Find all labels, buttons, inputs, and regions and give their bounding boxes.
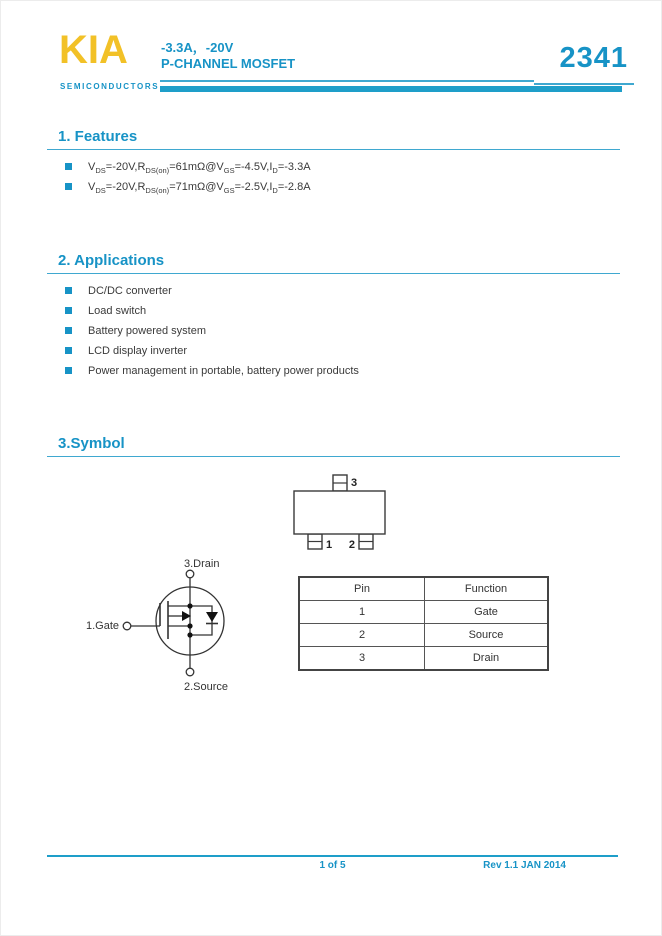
footer-rule <box>47 855 618 857</box>
applications-section <box>47 252 620 386</box>
table-row <box>299 647 548 671</box>
package-body <box>294 491 385 534</box>
header-title-block <box>161 40 295 72</box>
rating-title: -3.3A，-20V <box>161 40 234 55</box>
application-item <box>65 346 620 357</box>
gate-terminal <box>123 622 131 630</box>
package-pin2-label: 2 <box>348 539 355 551</box>
pin-table-cell: Source <box>425 624 549 647</box>
logo-subtitle: SEMICONDUCTORS <box>60 82 160 91</box>
pin-table-cell: 2 <box>299 624 425 647</box>
bullet-square-icon <box>65 307 72 314</box>
symbol-section <box>47 435 620 457</box>
mosfet-symbol-drawing <box>80 550 265 698</box>
application-item <box>65 326 620 337</box>
bullet-square-icon <box>65 347 72 354</box>
application-item <box>65 366 620 377</box>
drain-terminal-label: 3.Drain <box>184 558 220 570</box>
pin-table-cell: 1 <box>299 601 425 624</box>
application-text: DC/DC converter <box>88 285 172 297</box>
gate-terminal-label: 1.Gate <box>85 620 119 632</box>
page-number: 1 of 5 <box>319 860 346 871</box>
body-diode <box>206 612 218 622</box>
feature-item <box>65 161 620 176</box>
part-number: 2341 <box>559 42 628 74</box>
pin-table-header-cell: Function <box>425 577 549 601</box>
header-rule-thin-left <box>160 80 534 82</box>
applications-list <box>47 286 620 377</box>
feature-text: $V_{DS}=-20V,R_{DS(on)}=61m\Omega@V_{GS}=-4.5V,I_D=-3.3A$ <box>88 161 311 176</box>
pin-table-header-row <box>299 577 548 601</box>
application-text: Load switch <box>88 305 147 317</box>
bullet-square-icon <box>65 367 72 374</box>
drain-terminal <box>186 570 194 578</box>
symbol-heading: 3.Symbol <box>47 435 620 457</box>
feature-text: $V_{DS}=-20V,R_{DS(on)}=71m\Omega@V_{GS}=-2.5V,I_D=-2.8A$ <box>88 181 311 196</box>
bullet-square-icon <box>65 183 72 190</box>
application-item <box>65 306 620 317</box>
bullet-square-icon <box>65 163 72 170</box>
sot23-package-drawing <box>285 463 425 555</box>
package-pin3-label: 3 <box>351 477 358 489</box>
pin-function-table <box>298 576 549 671</box>
features-heading: 1. Features <box>47 128 620 150</box>
device-type-title: P-CHANNEL MOSFET <box>161 56 296 71</box>
application-text: Battery powered system <box>88 325 206 337</box>
bullet-square-icon <box>65 327 72 334</box>
header-rule-thick <box>160 86 622 92</box>
source-terminal <box>186 668 194 676</box>
application-text: Power management in portable, battery power products <box>88 365 359 377</box>
features-section <box>47 128 620 202</box>
applications-heading: 2. Applications <box>47 252 620 274</box>
kia-logo: KIA <box>59 28 128 72</box>
feature-item <box>65 181 620 196</box>
package-pin1-label: 1 <box>326 539 333 551</box>
revision-label: Rev 1.1 JAN 2014 <box>483 860 566 871</box>
pin-table-header-cell: Pin <box>299 577 425 601</box>
pin-table-cell: 3 <box>299 647 425 671</box>
header-rule-thin-right <box>534 83 634 85</box>
pin-table-cell: Gate <box>425 601 549 624</box>
features-list <box>47 161 620 196</box>
application-text: LCD display inverter <box>88 345 188 357</box>
table-row <box>299 601 548 624</box>
bullet-square-icon <box>65 287 72 294</box>
source-terminal-label: 2.Source <box>184 681 229 693</box>
application-item <box>65 286 620 297</box>
table-row <box>299 624 548 647</box>
pin-table-cell: Drain <box>425 647 549 671</box>
